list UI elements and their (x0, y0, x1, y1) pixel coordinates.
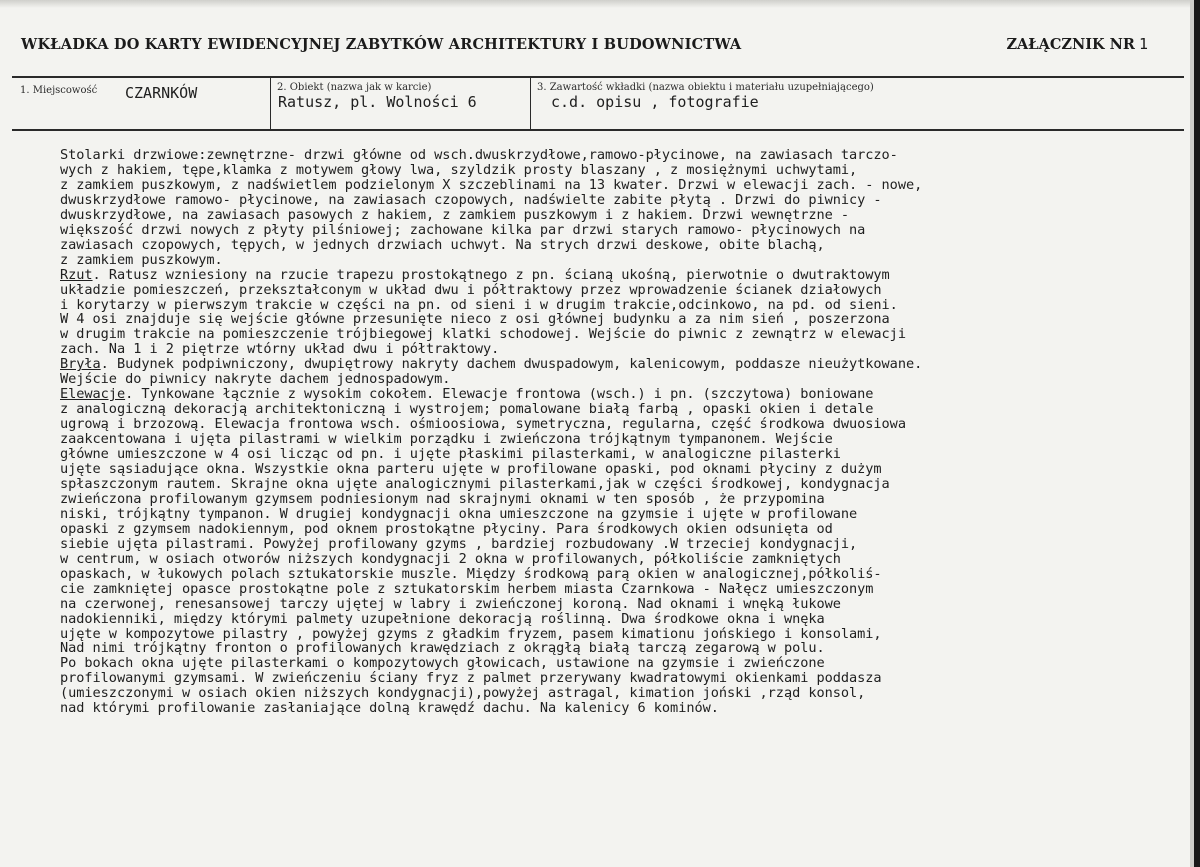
body-line-text: Nad nimi trójkątny fronton o profilowanych krawędziach z okrągłą białą tarczą zegarową w polu. (60, 641, 825, 657)
body-line-text: z analogiczną dekoracją architektoniczną i wystrojem; pomalowane białą farbą , opaski okien i detale (60, 402, 874, 418)
body-line (60, 627, 1150, 642)
attachment-number-value: 1 (1138, 35, 1148, 53)
form-bottom-rule (12, 129, 1184, 131)
body-line (60, 298, 1150, 313)
body-line-text: opaskach, w łukowych polach sztukatorskie muszle. Między środkową parą okien w analogicznej,półkoliś- (60, 566, 882, 582)
body-line (60, 597, 1150, 612)
body-line (60, 447, 1150, 462)
body-line-text: (umieszczonymi w osiach okien niższych kondygnacji),powyżej astragal, kimation joński ,rząd konsol, (60, 686, 866, 702)
body-line-text: ujęte w kompozytowe pilastry , powyżej gzyms z gładkim fryzem, pasem kimationu jońskiego i konsolami, (60, 626, 882, 642)
body-line (60, 327, 1150, 342)
body-line-text: Po bokach okna ujęte pilasterkami o kompozytowych głowicach, ustawione na gzymsie i zwieńczone (60, 656, 825, 672)
body-line (60, 208, 1150, 223)
body-line-text: na czerwonej, renesansowej tarczy ujętej w labry i zwieńczonej koroną. Nad oknami i wnęką łukowe (60, 596, 841, 612)
body-line (60, 567, 1150, 582)
body-line-text: cie zamkniętej opasce prostokątne pole z sztukatorskim herbem miasta Czarnkowa - Nałęcz umieszczonym (60, 581, 874, 597)
body-line (60, 238, 1150, 253)
scan-edge-top (0, 0, 1200, 8)
body-line-text: i korytarzy w pierwszym trakcie w części na pn. od sieni i w drugim trakcie,odcinkowo, na pd. od sieni. (60, 297, 898, 313)
body-line (60, 268, 1150, 283)
body-line (60, 686, 1150, 701)
body-line (60, 283, 1150, 298)
body-line-text: zawiasach czopowych, tępych, w jednych drzwiach uchwyt. Na strych drzwi deskowe, obite blachą, (60, 237, 825, 253)
body-line (60, 163, 1150, 178)
body-line (60, 148, 1150, 163)
body-line (60, 507, 1150, 522)
body-line-text: zwieńczona profilowanym gzymsem podniesionym nad skrajnymi oknami w ten sposób , że przypomina (60, 491, 825, 507)
body-line (60, 492, 1150, 507)
body-line (60, 477, 1150, 492)
body-line-text: wych z hakiem, tępe,klamka z motywem głowy lwa, szyldzik prosty blaszany , z mosiężnymi uchwytami, (60, 162, 858, 178)
body-line (60, 432, 1150, 447)
contents-field (537, 77, 1177, 129)
body-line-text: z zamkiem puszkowym. (60, 252, 223, 268)
locality-value: CZARNKÓW (125, 84, 198, 102)
body-line-text: z zamkiem puszkowym, z nadświetlem podzielonym X szczeblinami na 13 kwater. Drzwi w elewacji zach. - nowe, (60, 177, 923, 193)
body-line (60, 342, 1150, 357)
body-line-text: nad którymi profilowanie zasłaniające dolną krawędź dachu. Na kalenicy 6 kominów. (60, 701, 719, 717)
locality-label: 1. Miejscowość (20, 85, 98, 96)
body-line-text: ugrową i brzozową. Elewacja frontowa wsch. ośmioosiowa, symetryczna, regularna, część środkowa dwuosiowa (60, 417, 906, 433)
section-heading: Elewacje (60, 387, 126, 403)
body-line (60, 357, 1150, 372)
object-label: 2. Obiekt (nazwa jak w karcie) (277, 82, 432, 93)
body-line-text: opaski z gzymsem nadokiennym, pod oknem prostokątne płyciny. Para środkowych okien odsunięta od (60, 521, 833, 537)
body-line-text: większość drzwi nowych z płyty pilśniowej; zachowane kilka par drzwi starych ramowo- płycinowych na (60, 222, 866, 238)
contents-label: 3. Zawartość wkładki (nazwa obiektu i materiału uzupełniającego) (537, 82, 874, 93)
body-line (60, 641, 1150, 656)
contents-value: c.d. opisu , fotografie (551, 93, 759, 111)
body-line (60, 402, 1150, 417)
body-line-text: zaakcentowana i ujęta pilastrami w wielkim porządku i zwieńczona trójkątnym tympanonem. Wejście (60, 432, 833, 448)
body-line (60, 612, 1150, 627)
body-line (60, 462, 1150, 477)
body-line (60, 372, 1150, 387)
body-line-text: dwuskrzydłowe ramowo- płycinowe, na zawiasach czopowych, nadświelte zabite płytą . Drzwi do piwnicy - (60, 192, 882, 208)
body-line-text: Stolarki drzwiowe:zewnętrzne- drzwi główne od wsch.dwuskrzydłowe,ramowo-płycinowe, na zawiasach tarczo- (60, 148, 898, 163)
attachment-label: ZAŁĄCZNIK NR (1006, 36, 1135, 53)
body-line (60, 312, 1150, 327)
body-line-text: . Ratusz wzniesiony na rzucie trapezu prostokątnego z pn. ścianą ukośną, pierwotnie o dwutraktowym (92, 267, 890, 283)
body-line (60, 671, 1150, 686)
scan-edge-right (1194, 0, 1200, 867)
locality-field (20, 77, 268, 129)
body-line-text: główne umieszczone w 4 osi licząc od pn. i ujęte płaskimi pilasterkami, w analogiczne pilasterki (60, 447, 841, 463)
body-line-text: siebie ujęta pilastrami. Powyżej profilowany gzyms , bardziej rozbudowany .W trzeciej kondygnacji, (60, 536, 858, 552)
body-line (60, 552, 1150, 567)
object-field (277, 77, 527, 129)
body-line (60, 387, 1150, 402)
body-line (60, 223, 1150, 238)
form-divider-2 (530, 76, 531, 131)
body-line-text: Wejście do piwnicy nakryte dachem jednospadowym. (60, 372, 451, 388)
body-line (60, 656, 1150, 671)
body-line-text: spłaszczonym rautem. Skrajne okna ujęte analogicznymi pilasterkami,jak w części środkowej, kondygnacja (60, 476, 890, 492)
body-line (60, 522, 1150, 537)
body-line-text: w centrum, w osiach otworów niższych kondygnacji 2 okna w profilowanych, półkoliście zamkniętych (60, 551, 841, 567)
body-line-text: niski, trójkątny tympanon. W drugiej kondygnacji okna umieszczone na gzymsie i ujęte w profilowane (60, 506, 858, 522)
body-line-text: profilowanymi gzymsami. W zwieńczeniu ściany fryz z palmet przerywany kwadratowymi okienkami poddasza (60, 671, 882, 687)
body-line-text: W 4 osi znajduje się wejście główne przesunięte nieco z osi głównej budynku a za nim sień , poszerzona (60, 312, 890, 328)
body-line (60, 537, 1150, 552)
body-line-text: w drugim trakcie na pomieszczenie trójbiegowej klatki schodowej. Wejście do piwnic z zewnątrz w elewacji (60, 327, 906, 343)
body-line-text: układzie pomieszczeń, przekształconym w układ dwu i półtraktowy przez wprowadzenie ścianek działowych (60, 282, 882, 298)
body-line (60, 178, 1150, 193)
body-line-text: . Budynek podpiwniczony, dwupiętrowy nakryty dachem dwuspadowym, kalenicowym, poddasze nieużytkowane. (100, 357, 923, 373)
body-line (60, 582, 1150, 597)
section-heading: Rzut (60, 267, 93, 283)
body-line (60, 253, 1150, 268)
attachment-number (1006, 35, 1148, 53)
body-line-text: . Tynkowane łącznie z wysokim cokołem. Elewacje frontowa (wsch.) i pn. (szczytowa) boniowane (125, 387, 874, 403)
body-line-text: ujęte sąsiadujące okna. Wszystkie okna parteru ujęte w profilowane opaski, pod oknami płyciny z dużym (60, 462, 882, 477)
section-heading: Bryła (60, 357, 101, 373)
body-line (60, 193, 1150, 208)
body-line (60, 701, 1150, 716)
body-line (60, 417, 1150, 432)
body-line-text: nadokienniki, między którymi palmety uzupełnione dekoracją roślinną. Dwa środkowe okna i wnęka (60, 611, 825, 627)
description-body (60, 148, 1150, 716)
body-line-text: zach. Na 1 i 2 piętrze wtórny układ dwu i półtraktowy. (60, 342, 500, 358)
form-divider-1 (270, 76, 271, 131)
object-value: Ratusz, pl. Wolności 6 (278, 93, 477, 111)
body-line-text: dwuskrzydłowe, na zawiasach pasowych z hakiem, z zamkiem puszkowym i z hakiem. Drzwi wewnętrzne - (60, 207, 850, 223)
document-title: WKŁADKA DO KARTY EWIDENCYJNEJ ZABYTKÓW ARCHITEKTURY I BUDOWNICTWA (21, 36, 742, 53)
